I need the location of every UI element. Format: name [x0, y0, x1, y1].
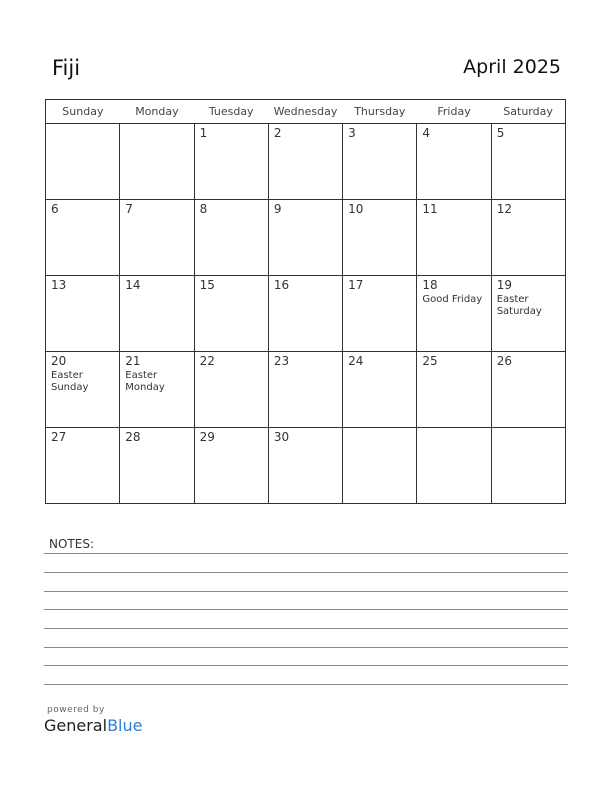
day-number: 7: [125, 202, 133, 216]
day-cell-22: [194, 352, 268, 428]
day-cell-20: [46, 352, 120, 428]
week-row: [46, 200, 566, 276]
day-number: 27: [51, 430, 67, 444]
day-cell-2: [268, 124, 342, 200]
day-number: 22: [199, 354, 215, 368]
note-line: [44, 628, 568, 629]
week-row: [46, 352, 566, 428]
day-cell-27: [46, 428, 120, 504]
week-row: [46, 276, 566, 352]
weekday-sunday: Sunday: [46, 100, 120, 124]
note-line: [44, 684, 568, 685]
day-cell-6: [46, 200, 120, 276]
note-line: [44, 553, 568, 554]
note-line: [44, 647, 568, 648]
day-number: 8: [199, 202, 208, 216]
day-number: 21: [125, 354, 141, 368]
day-number: 26: [496, 354, 512, 368]
day-number: 2: [273, 126, 282, 140]
day-number: 10: [348, 202, 364, 216]
empty-day-cell: [120, 124, 194, 200]
week-row: [46, 124, 566, 200]
day-number: 13: [51, 278, 67, 292]
calendar-body: [46, 124, 566, 504]
weekday-tuesday: Tuesday: [194, 100, 268, 124]
day-cell-10: [343, 200, 417, 276]
day-cell-23: [268, 352, 342, 428]
day-number: 15: [199, 278, 215, 292]
day-number: 11: [422, 202, 438, 216]
day-number: 4: [422, 126, 431, 140]
weekday-wednesday: Wednesday: [268, 100, 342, 124]
note-line: [44, 609, 568, 610]
week-row: [46, 428, 566, 504]
day-cell-9: [268, 200, 342, 276]
day-number: 9: [273, 202, 282, 216]
brand-general: General: [44, 716, 108, 735]
day-cell-14: [120, 276, 194, 352]
day-number: 16: [273, 278, 290, 292]
weekday-thursday: Thursday: [343, 100, 417, 124]
note-line: [44, 591, 568, 592]
weekday-header-row: [46, 100, 566, 124]
day-cell-24: [343, 352, 417, 428]
note-line: [44, 572, 568, 573]
day-number: 24: [348, 354, 364, 368]
notes-label: NOTES:: [49, 537, 94, 551]
holiday-label: Easter Monday: [125, 370, 165, 393]
day-cell-1: [194, 124, 268, 200]
day-number: 29: [199, 430, 215, 444]
day-number: 20: [51, 354, 67, 368]
day-cell-11: [417, 200, 491, 276]
month-year-title: April 2025: [463, 56, 561, 78]
weekday-monday: Monday: [120, 100, 194, 124]
weekday-saturday: Saturday: [491, 100, 565, 124]
day-number: 28: [125, 430, 141, 444]
day-cell-26: [491, 352, 565, 428]
powered-by-text: powered by: [47, 705, 105, 715]
day-number: 12: [496, 202, 512, 216]
day-number: 3: [348, 126, 356, 140]
country-title: Fiji: [52, 56, 81, 80]
day-number: 25: [422, 354, 438, 368]
day-cell-5: [491, 124, 565, 200]
day-cell-16: [268, 276, 342, 352]
weekday-friday: Friday: [417, 100, 491, 124]
holiday-label: Easter Saturday: [496, 294, 542, 317]
day-number: 19: [496, 278, 512, 292]
empty-day-cell: [491, 428, 565, 504]
holiday-label: Easter Sunday: [51, 370, 89, 393]
day-cell-17: [343, 276, 417, 352]
day-number: 17: [348, 278, 364, 292]
day-number: 5: [496, 126, 505, 140]
day-cell-25: [417, 352, 491, 428]
day-number: 14: [125, 278, 141, 292]
empty-day-cell: [343, 428, 417, 504]
day-cell-15: [194, 276, 268, 352]
day-cell-18: [417, 276, 491, 352]
day-cell-28: [120, 428, 194, 504]
day-cell-8: [194, 200, 268, 276]
brand-blue: Blue: [107, 716, 143, 735]
day-cell-13: [46, 276, 120, 352]
day-cell-4: [417, 124, 491, 200]
holiday-label: Good Friday: [422, 294, 483, 305]
day-cell-7: [120, 200, 194, 276]
day-number: 18: [422, 278, 438, 292]
day-number: 6: [51, 202, 59, 216]
day-cell-21: [120, 352, 194, 428]
day-number: 30: [273, 430, 290, 444]
empty-day-cell: [46, 124, 120, 200]
day-cell-19: [491, 276, 565, 352]
day-number: 23: [273, 354, 290, 368]
day-cell-3: [343, 124, 417, 200]
day-number: 1: [199, 126, 208, 140]
empty-day-cell: [417, 428, 491, 504]
note-line: [44, 665, 568, 666]
day-cell-29: [194, 428, 268, 504]
day-cell-30: [268, 428, 342, 504]
day-cell-12: [491, 200, 565, 276]
calendar-grid: [45, 99, 566, 504]
generalblue-logo[interactable]: [44, 716, 142, 735]
